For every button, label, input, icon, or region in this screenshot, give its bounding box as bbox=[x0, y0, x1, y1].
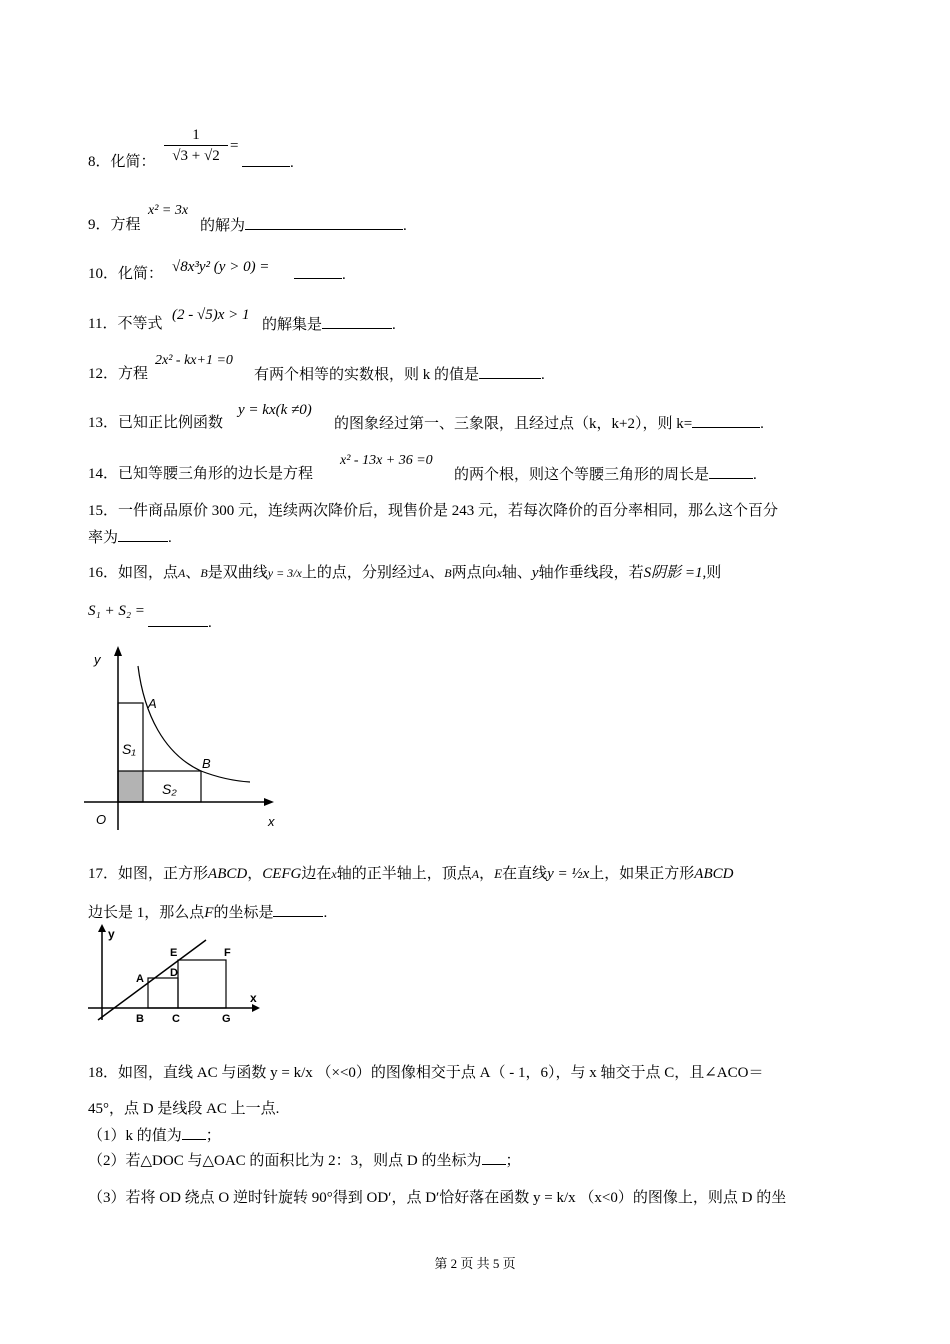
question-9: 9．方程 bbox=[88, 217, 141, 233]
question-13: 13．已知正比例函数 bbox=[88, 415, 224, 431]
label-o: O bbox=[96, 812, 107, 827]
q10-answer: . bbox=[294, 264, 346, 285]
label-b: B bbox=[136, 1013, 144, 1024]
q12-tail: 有两个相等的实数根，则 k 的值是 . bbox=[254, 364, 545, 385]
question-17-line1: 17．如图，正方形ABCD，CEFG边在x轴的正半轴上，顶点A，E在直线y = ½x上，如果正方形ABCD bbox=[88, 866, 734, 882]
label-e: E bbox=[170, 947, 178, 959]
label-x: x bbox=[250, 991, 257, 1005]
label-c: C bbox=[172, 1013, 180, 1024]
label-b: B bbox=[202, 756, 211, 771]
page-footer: 第 2 页 共 5 页 bbox=[434, 1256, 516, 1271]
question-10: 10．化简： bbox=[88, 266, 164, 282]
x-axis-arrow bbox=[264, 798, 274, 806]
q8-equals: = bbox=[230, 138, 239, 154]
question-15-line2: 率为 . bbox=[88, 527, 172, 548]
q12-expression: 2x² - kx+1 =0 bbox=[155, 353, 233, 368]
question-15-line1: 15．一件商品原价 300 元，连续两次降价后，现售价是 243 元，若每次降价的百分率相同，那么这个百分 bbox=[88, 503, 779, 519]
q8-fraction bbox=[164, 126, 228, 165]
q14-tail: 的两个根，则这个等腰三角形的周长是 . bbox=[454, 464, 757, 485]
hyperbola-curve bbox=[138, 666, 250, 782]
q8-answer: . bbox=[242, 152, 294, 173]
q11-tail: 的解集是 . bbox=[262, 314, 396, 335]
question-18-sub2: （2）若△DOC 与△OAC 的面积比为 2：3，则点 D 的坐标为 ； bbox=[88, 1150, 521, 1171]
square-cefg bbox=[178, 960, 226, 1008]
q8-numerator: 1 bbox=[192, 127, 200, 143]
question-11: 11．不等式 bbox=[88, 316, 163, 332]
question-8 bbox=[88, 152, 156, 172]
q8-denominator: √3 + √2 bbox=[172, 148, 220, 164]
q16-answer: . bbox=[148, 612, 212, 633]
q9-expression: x² = 3x bbox=[148, 203, 189, 218]
square-abcd bbox=[148, 978, 178, 1008]
q10-expression: √8x³y² (y > 0) = bbox=[172, 259, 270, 275]
figure-16 bbox=[84, 644, 284, 830]
y-axis-arrow bbox=[114, 646, 122, 656]
question-16-line1: 16．如图，点A、B是双曲线y = 3/x上的点，分别经过A、B两点向x轴、y轴作垂线段，若S阴影 =1,则 bbox=[88, 565, 722, 581]
q11-expression: (2 - √5)x > 1 bbox=[172, 307, 250, 323]
question-18-sub3: （3）若将 OD 绕点 O 逆时针旋转 90°得到 OD′，点 D′恰好落在函数 y = k/x （x<0）的图像上，则点 D 的坐 bbox=[88, 1190, 787, 1206]
x-axis-arrow bbox=[252, 1004, 260, 1012]
label-a: A bbox=[148, 696, 157, 711]
q13-expression: y = kx(k ≠0) bbox=[238, 402, 312, 418]
shaded-region bbox=[118, 771, 143, 802]
label-a: A bbox=[136, 973, 144, 985]
label-s1: S₁ bbox=[122, 741, 136, 757]
label-f: F bbox=[224, 947, 231, 959]
label-y: y bbox=[108, 927, 115, 941]
question-16-line2: S₁ + S₂ = bbox=[88, 603, 145, 619]
label-d: D bbox=[170, 967, 178, 979]
y-axis-arrow bbox=[98, 924, 106, 932]
q8-text: 化简： bbox=[110, 154, 156, 170]
question-12: 12．方程 bbox=[88, 366, 149, 382]
label-y: y bbox=[94, 652, 101, 667]
question-18-sub1: （1）k 的值为 ； bbox=[88, 1125, 221, 1146]
question-18-line2: 45°，点 D 是线段 AC 上一点. bbox=[88, 1101, 280, 1117]
label-x: x bbox=[268, 814, 275, 829]
label-s2: S₂ bbox=[162, 781, 177, 797]
q13-tail: 的图象经过第一、三象限，且经过点（k，k+2），则 k= . bbox=[334, 413, 764, 434]
q9-tail: 的解为 . bbox=[200, 215, 407, 236]
question-17-line2: 边长是 1，那么点F的坐标是 . bbox=[88, 902, 327, 923]
q14-expression: x² - 13x + 36 =0 bbox=[340, 453, 433, 468]
figure-17 bbox=[84, 922, 264, 1024]
q8-number: 8． bbox=[88, 154, 111, 170]
question-14: 14．已知等腰三角形的边长是方程 bbox=[88, 466, 314, 482]
label-g: G bbox=[222, 1013, 231, 1024]
question-18-line1: 18．如图，直线 AC 与函数 y = k/x （×<0）的图像相交于点 A（ - 1，6），与 x 轴交于点 C，且∠ACO＝ bbox=[88, 1065, 764, 1081]
